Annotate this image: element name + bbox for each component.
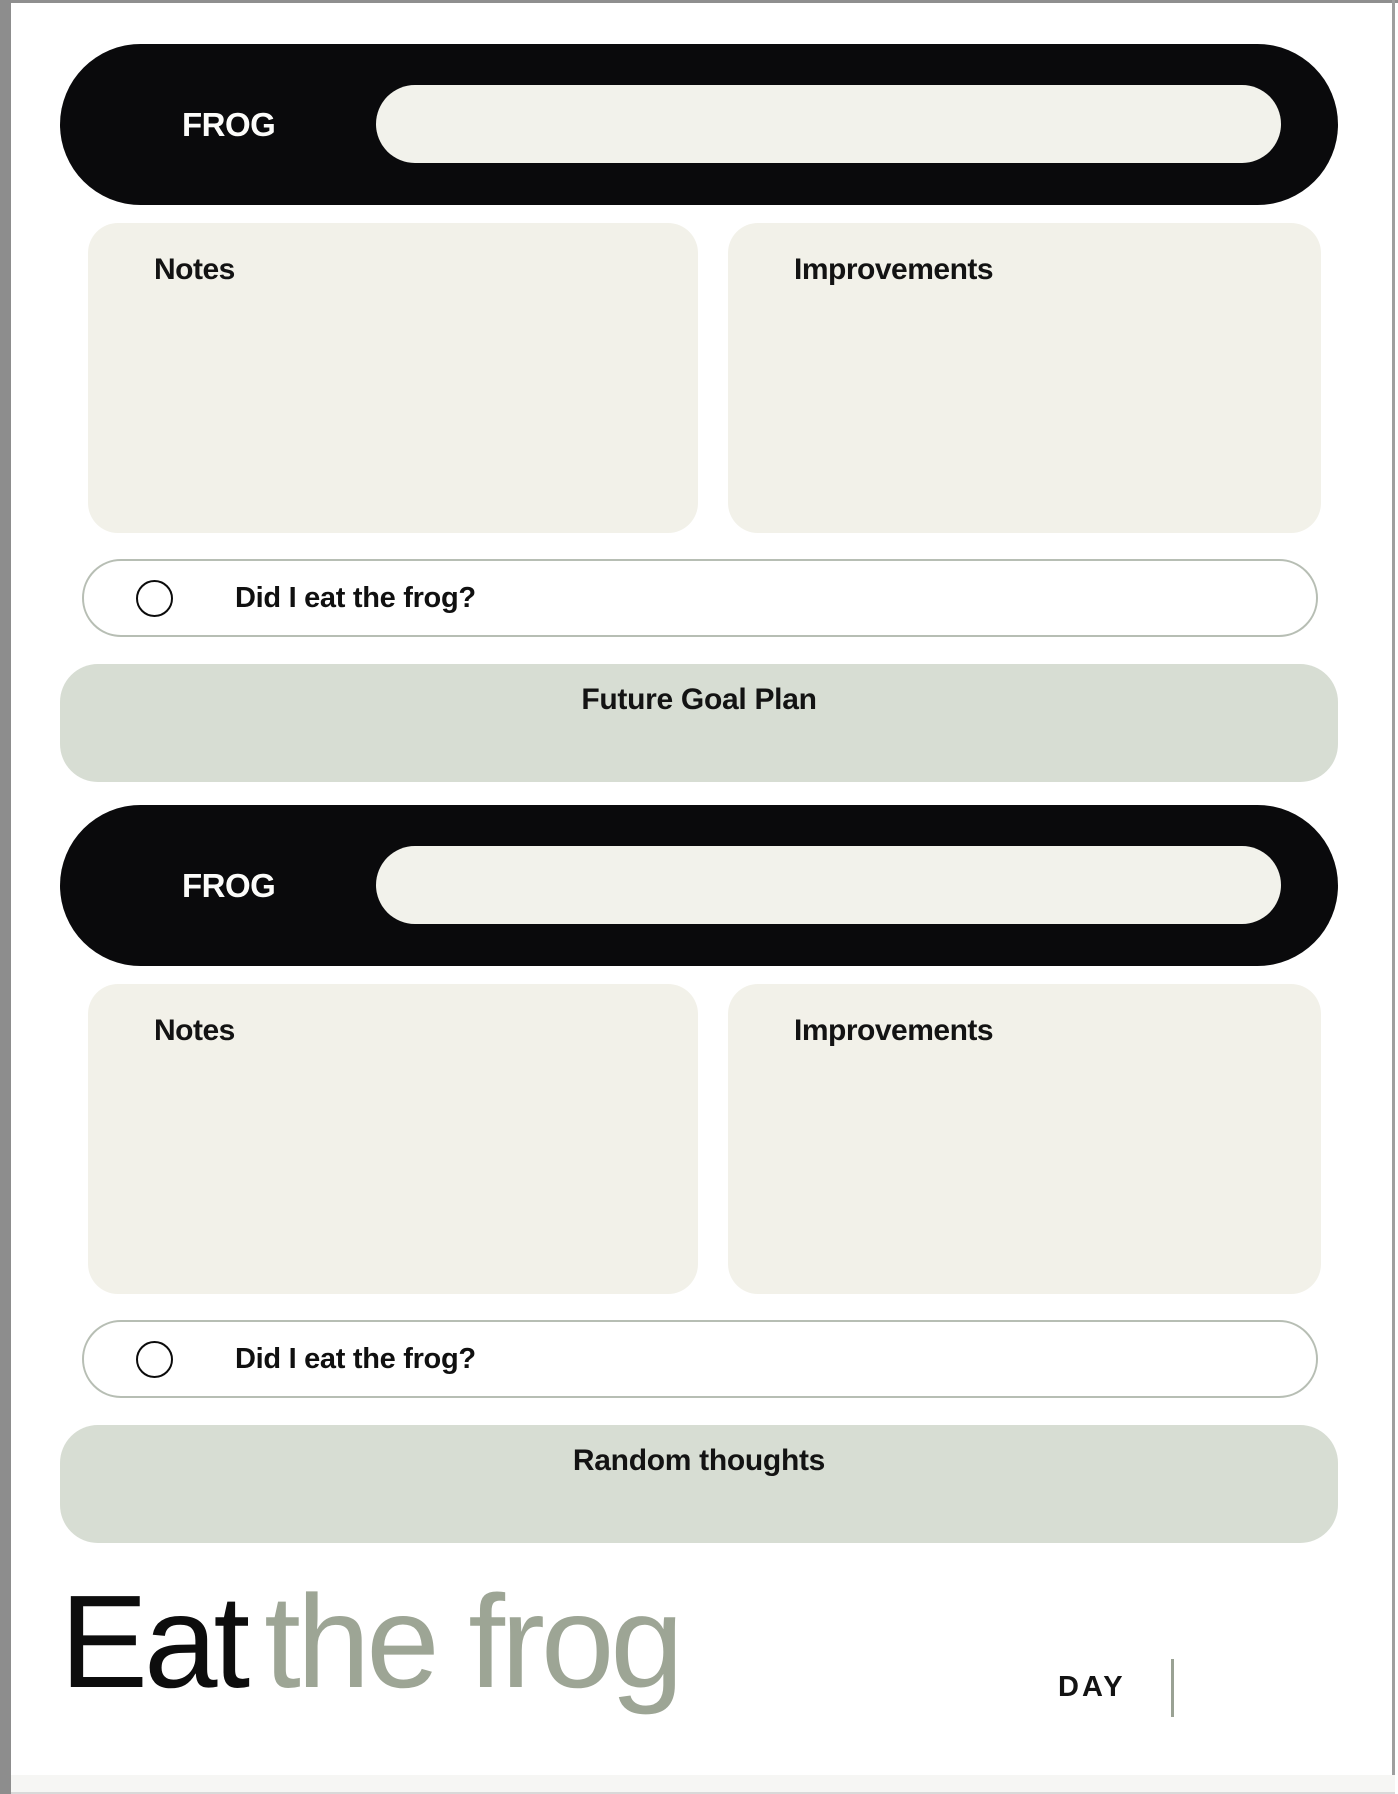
did-eat-frog-row [82, 1320, 1318, 1398]
frog-section-2 [60, 805, 1338, 1543]
frog-label: FROG [182, 105, 276, 143]
did-eat-frog-label: Did I eat the frog? [235, 1342, 476, 1375]
did-eat-frog-label: Did I eat the frog? [235, 581, 476, 614]
random-thoughts-bar [60, 1425, 1338, 1543]
notes-box[interactable] [88, 223, 698, 533]
frog-header-pill [60, 805, 1338, 966]
page-edge-bottom [11, 1775, 1395, 1792]
frog-header-pill [60, 44, 1338, 205]
notes-label: Notes [154, 253, 235, 286]
frog-task-input[interactable] [376, 85, 1281, 163]
improvements-label: Improvements [794, 253, 994, 286]
improvements-box[interactable] [728, 984, 1321, 1294]
did-eat-frog-row [82, 559, 1318, 637]
did-eat-frog-checkbox[interactable] [136, 580, 173, 617]
notes-row [88, 223, 1321, 533]
page-title [60, 1568, 680, 1715]
improvements-box[interactable] [728, 223, 1321, 533]
notes-box[interactable] [88, 984, 698, 1294]
did-eat-frog-checkbox[interactable] [136, 1341, 173, 1378]
improvements-label: Improvements [794, 1014, 994, 1047]
notes-label: Notes [154, 1014, 235, 1047]
frog-label: FROG [182, 866, 276, 904]
day-divider-line [1171, 1659, 1174, 1717]
page-edge-left [0, 0, 11, 1794]
page-edge-top [11, 0, 1398, 3]
future-goal-plan-bar [60, 664, 1338, 782]
frog-task-input[interactable] [376, 846, 1281, 924]
frog-section-1 [60, 44, 1338, 782]
page-title-secondary: the frog [264, 1568, 680, 1715]
day-label: DAY [1058, 1671, 1126, 1703]
page-edge-right [1392, 0, 1395, 1794]
random-thoughts-label: Random thoughts [572, 1444, 826, 1477]
page-title-primary: Eat [60, 1568, 247, 1715]
future-goal-plan-label: Future Goal Plan [581, 683, 817, 716]
notes-row [88, 984, 1321, 1294]
